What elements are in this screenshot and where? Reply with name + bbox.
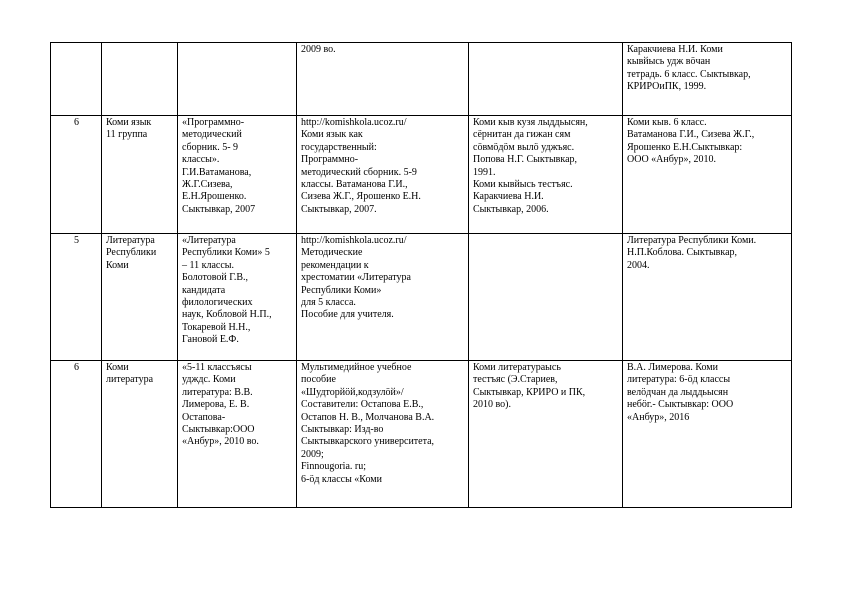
teacher-materials-cell: [469, 234, 623, 361]
cell-line: Ярошенко Е.Н.Сыктывкар:: [627, 141, 743, 153]
cell-line: Ж.Г.Сизева,: [182, 179, 233, 191]
cell-line: Коми: [106, 259, 129, 271]
cell-line: Коми язык как: [301, 129, 363, 141]
cell-line: литература: [106, 374, 154, 386]
cell-line: Попова Н.Г. Сыктывкар,: [473, 154, 578, 166]
cell-line: наук, Кобловой Н.П.,: [182, 309, 272, 321]
cell-line: Е.Н.Ярошенко.: [182, 191, 247, 203]
cell-line: 11 группа: [106, 129, 148, 141]
student-textbook-cell: [623, 234, 792, 361]
cell-line: «5-11 классъясы: [182, 362, 252, 373]
cell-line: «Литература: [182, 235, 236, 246]
cell-line: Гановой Е.Ф.: [182, 334, 239, 346]
cell-line: велӧдчан да лыддьысян: [627, 386, 729, 398]
online-resources-cell: [297, 116, 469, 234]
cell-line: Пособие для учителя.: [301, 309, 394, 321]
table-row: [51, 361, 792, 508]
program-cell: [178, 43, 297, 116]
table-body: [51, 43, 792, 508]
cell-line: Сыктывкар, 2007: [182, 203, 256, 215]
cell-line: литература: В.В.: [182, 386, 253, 398]
student-textbook-cell: [623, 116, 792, 234]
cell-line: методический: [182, 129, 242, 141]
cell-line: Сыктывкар, КРИРО и ПК,: [473, 386, 586, 398]
cell-line: Остапова-: [182, 411, 226, 423]
cell-line: 1991.: [473, 166, 496, 178]
row-number-cell: 6: [51, 116, 102, 234]
teacher-materials-cell: [469, 116, 623, 234]
cell-line: классы».: [182, 154, 220, 166]
cell-line: 2004.: [627, 259, 650, 271]
cell-line: «Анбур», 2016: [627, 411, 690, 423]
table-row: [51, 234, 792, 361]
row-number-cell: [51, 43, 102, 116]
cell-line: Коми литератураысь: [473, 362, 561, 373]
cell-line: – 11 классы.: [182, 259, 235, 271]
cell-line: литература: 6-ӧд классы: [627, 374, 731, 386]
cell-line: Остапов Н. В., Молчанова В.А.: [301, 411, 435, 423]
cell-line: удждс. Коми: [182, 374, 236, 386]
cell-line: «Программно-: [182, 117, 245, 128]
teacher-materials-cell: [469, 361, 623, 508]
cell-line: «Анбур», 2010 во.: [182, 436, 259, 448]
cell-line: 6-ӧд классы «Коми: [301, 473, 382, 485]
cell-line: тестъяс (Э.Стариев,: [473, 374, 558, 386]
cell-line: Сыктывкар: Изд-во: [301, 424, 384, 436]
cell-line: пособие: [301, 374, 336, 386]
cell-line: Методические: [301, 247, 363, 259]
cell-line: Каракчиева Н.И.: [473, 191, 544, 203]
cell-line: сӧвмӧдӧм вылӧ уджъяс.: [473, 141, 575, 153]
cell-line: сёрнитан да гижан сям: [473, 129, 571, 141]
row-number-cell: 6: [51, 361, 102, 508]
online-resources-cell: [297, 43, 469, 116]
cell-line: небӧг.- Сыктывкар: ООО: [627, 399, 734, 411]
cell-line: Н.П.Коблова. Сыктывкар,: [627, 247, 738, 259]
cell-line: классы. Ватаманова Г.И.,: [301, 179, 408, 191]
student-textbook-cell: [623, 361, 792, 508]
cell-line: Сизева Ж.Г., Ярошенко Е.Н.: [301, 191, 421, 203]
cell-line: Ватаманова Г.И., Сизева Ж.Г.,: [627, 129, 755, 141]
cell-line: тетрадь. 6 класс. Сыктывкар,: [627, 68, 751, 80]
cell-line: государственный:: [301, 141, 377, 153]
cell-line: Болотовой Г.В.,: [182, 272, 249, 284]
student-textbook-cell: [623, 43, 792, 116]
cell-line: кандидата: [182, 284, 226, 296]
cell-line: 2009;: [301, 448, 324, 460]
teacher-materials-cell: [469, 43, 623, 116]
cell-line: Г.И.Ватаманова,: [182, 166, 252, 178]
cell-line: Сыктывкар, 2007.: [301, 203, 377, 215]
cell-line: рекомендации к: [301, 259, 369, 271]
cell-line: Составители: Остапова Е.В.,: [301, 399, 424, 411]
cell-line: Коми кывйысь тестъяс.: [473, 179, 573, 191]
cell-line: Коми кыв кузя лыддьысян,: [473, 117, 588, 128]
subject-cell: [102, 43, 178, 116]
subject-cell: [102, 116, 178, 234]
cell-line: Сыктывкар:ООО: [182, 424, 255, 436]
subject-cell: [102, 234, 178, 361]
cell-line: Сыктывкарского университета,: [301, 436, 435, 448]
cell-line: кывйысь удж вӧчан: [627, 56, 711, 68]
cell-line: Сыктывкар, 2006.: [473, 203, 549, 215]
cell-line: филологических: [182, 297, 253, 309]
table-row: [51, 116, 792, 234]
cell-line: Мультимедийное учебное: [301, 362, 412, 373]
curriculum-table: [50, 42, 792, 508]
cell-line: хрестоматии «Литература: [301, 272, 411, 284]
cell-line: Коми язык: [106, 117, 152, 128]
row-number-cell: 5: [51, 234, 102, 361]
cell-line: Лимерова, Е. В.: [182, 399, 250, 411]
cell-line: 2009 во.: [301, 44, 336, 55]
cell-line: Республики Коми»: [301, 284, 382, 296]
program-cell: [178, 234, 297, 361]
cell-line: Токаревой Н.Н.,: [182, 321, 251, 333]
online-resources-cell: [297, 361, 469, 508]
table-row: [51, 43, 792, 116]
cell-line: «Шудторйӧй,кодзулӧй»/: [301, 386, 404, 398]
subject-cell: [102, 361, 178, 508]
cell-line: ООО «Анбур», 2010.: [627, 154, 716, 166]
program-cell: [178, 361, 297, 508]
cell-line: http://komishkola.ucoz.ru/: [301, 235, 407, 246]
cell-line: Коми кыв. 6 класс.: [627, 117, 707, 128]
cell-line: сборник. 5- 9: [182, 141, 239, 153]
cell-line: Республики: [106, 247, 157, 259]
cell-line: Каракчиева Н.И. Коми: [627, 44, 723, 55]
cell-line: Finnougoria. ru;: [301, 461, 366, 473]
cell-line: Литература Республики Коми.: [627, 235, 757, 246]
cell-line: КРИРОиПК, 1999.: [627, 81, 707, 93]
cell-line: Коми: [106, 362, 129, 373]
program-cell: [178, 116, 297, 234]
cell-line: 2010 во).: [473, 399, 511, 411]
cell-line: Программно-: [301, 154, 359, 166]
cell-line: Литература: [106, 235, 155, 246]
cell-line: Республики Коми» 5: [182, 247, 270, 259]
online-resources-cell: [297, 234, 469, 361]
cell-line: для 5 класса.: [301, 297, 356, 309]
cell-line: В.А. Лимерова. Коми: [627, 362, 718, 373]
cell-line: http://komishkola.ucoz.ru/: [301, 117, 407, 128]
cell-line: методический сборник. 5-9: [301, 166, 417, 178]
